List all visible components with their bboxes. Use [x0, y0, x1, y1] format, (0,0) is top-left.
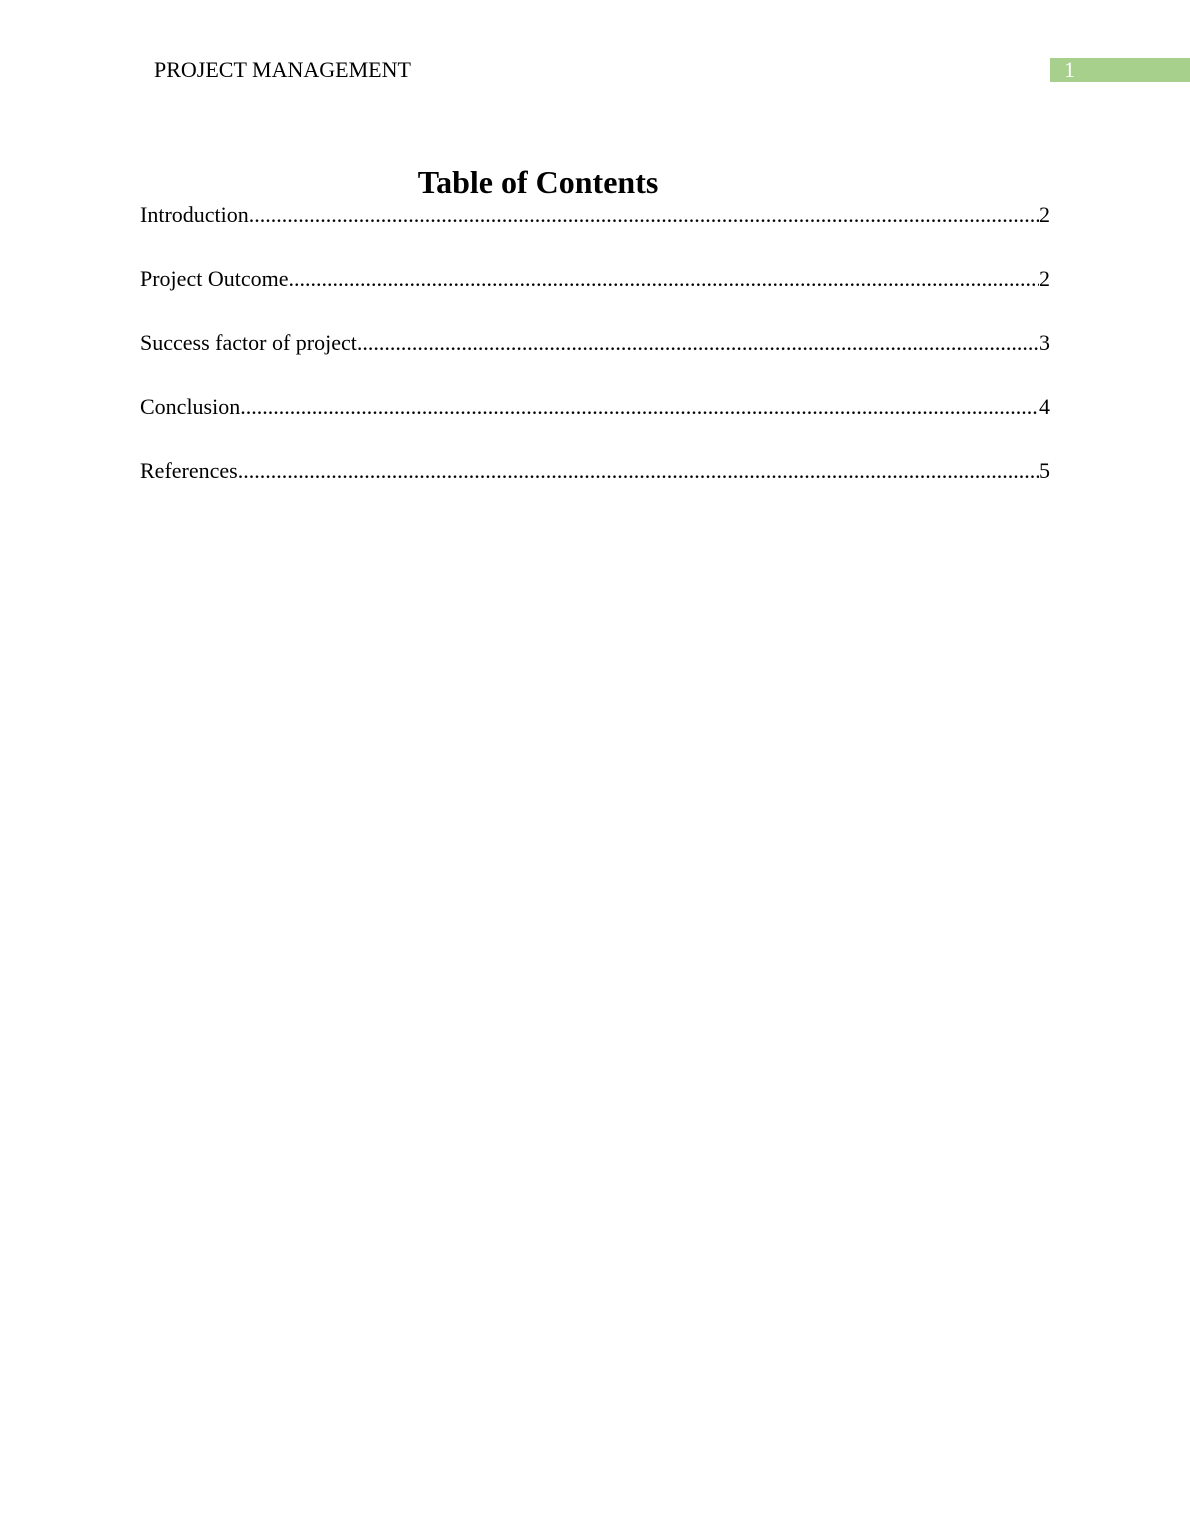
toc-dot-leader — [249, 200, 1039, 230]
page-number: 1 — [1064, 57, 1075, 82]
toc-entry-page: 4 — [1039, 394, 1050, 419]
toc-entry-conclusion[interactable] — [140, 392, 1050, 456]
toc-entry-references[interactable] — [140, 456, 1050, 520]
toc-dot-leader — [240, 392, 1039, 422]
toc-list — [140, 200, 1050, 520]
toc-entry-title: Project Outcome — [140, 266, 289, 291]
page-number-band — [1050, 58, 1190, 82]
toc-dot-leader — [238, 456, 1039, 486]
toc-entry-page: 3 — [1039, 330, 1050, 355]
toc-entry-project-outcome[interactable] — [140, 264, 1050, 328]
toc-dot-leader — [288, 264, 1039, 294]
toc-entry-title: Success factor of project — [140, 330, 357, 355]
toc-entry-page: 5 — [1039, 458, 1050, 483]
toc-dot-leader — [357, 328, 1039, 358]
toc-entry-title: References — [140, 458, 238, 483]
toc-entry-page: 2 — [1039, 266, 1050, 291]
toc-entry-title: Introduction — [140, 202, 249, 227]
toc-entry-title: Conclusion — [140, 394, 241, 419]
toc-entry-page: 2 — [1039, 202, 1050, 227]
toc-entry-success-factor[interactable] — [140, 328, 1050, 392]
toc-entry-introduction[interactable] — [140, 200, 1050, 264]
running-header-title: PROJECT MANAGEMENT — [154, 57, 411, 82]
toc-heading: Table of Contents — [417, 164, 659, 200]
